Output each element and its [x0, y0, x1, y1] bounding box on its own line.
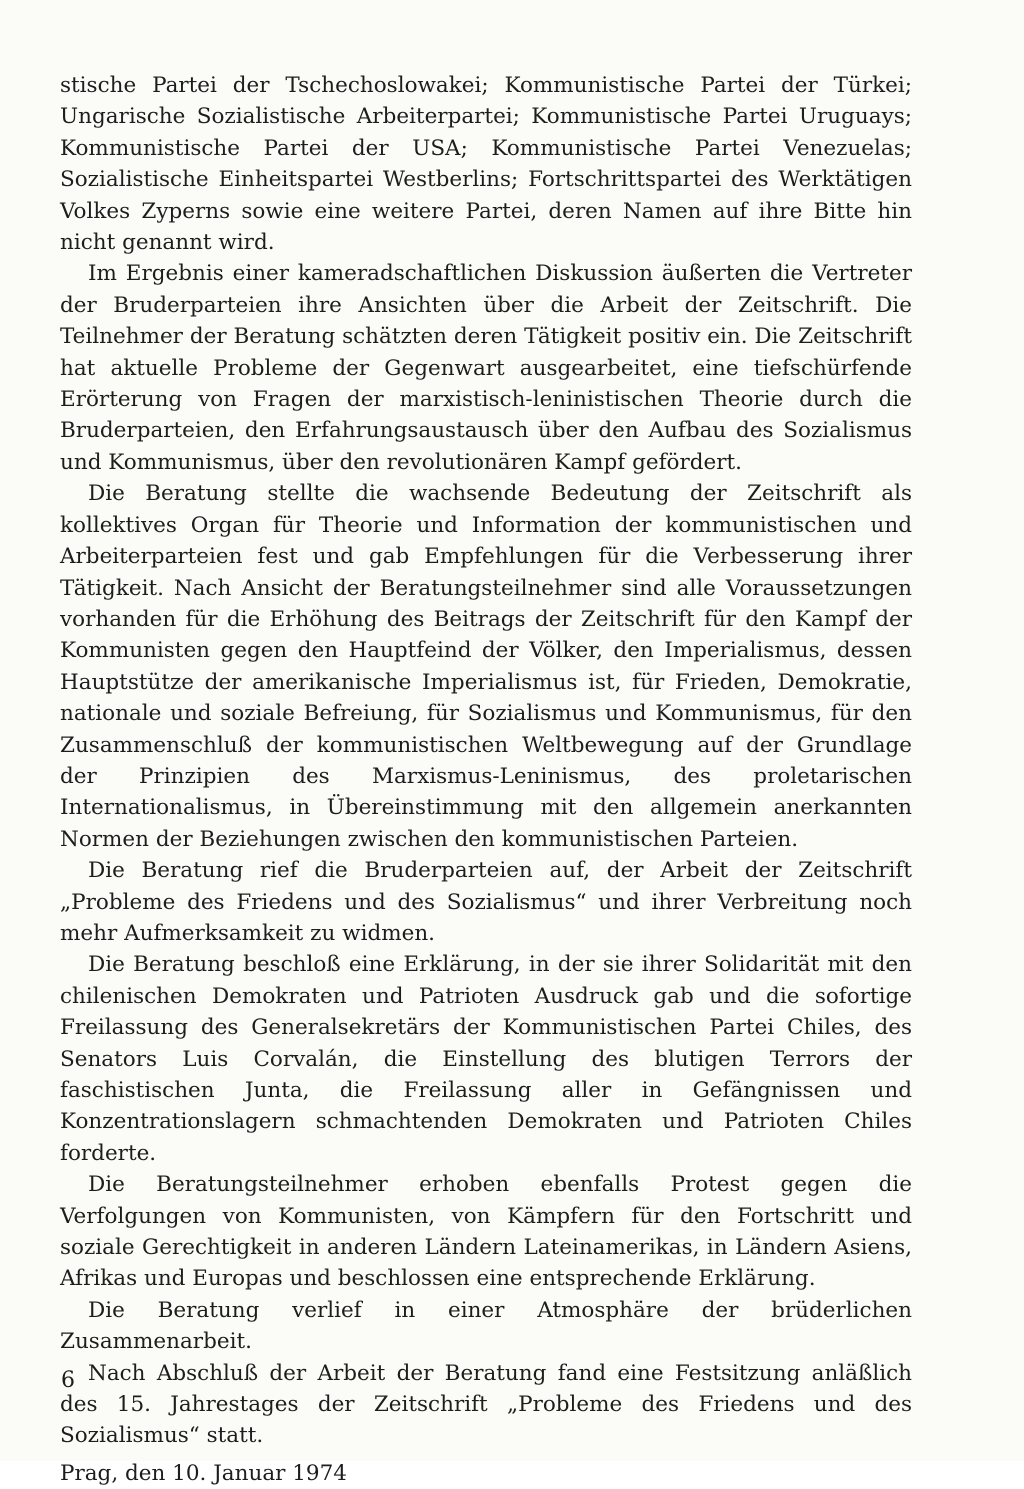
paragraph-party-list: stische Partei der Tschechoslowakei; Kommunistische Partei der Türkei; Ungarische Sozialistische Arbeiterpartei; Kommunistische Partei Uruguays; Kommunistische Partei der USA; Kommunistische Partei Venezuelas; Sozialistische Einheitspartei Westberlins; Fortschrittspartei des Werktätigen Volkes Zyperns sowie eine weitere Partei, deren Namen auf ihre Bitte hin nicht genannt wird. [60, 73, 912, 256]
body-text [60, 70, 912, 1489]
page-number: 6 [61, 1368, 75, 1393]
dateline: Prag, den 10. Januar 1974 [60, 1460, 347, 1486]
paragraph-festsitzung: Nach Abschluß der Arbeit der Beratung fand eine Festsitzung anläßlich des 15. Jahrestages der Zeitschrift „Probleme des Friedens und des Sozialismus“ statt. [60, 1360, 912, 1449]
paragraph-discussion: Im Ergebnis einer kameradschaftlichen Diskussion äußerten die Vertreter der Bruderparteien ihre Ansichten über die Arbeit der Zeitschrift. Die Teilnehmer der Beratung schätzten deren Tätigkeit positiv ein. Die Zeitschrift hat aktuelle Probleme der Gegenwart ausgearbeitet, eine tiefschürfende Erörterung von Fragen der marxistisch-leninistischen Theorie durch die Bruderparteien, den Erfahrungsaustausch über den Aufbau des Sozialismus und Kommunismus, über den revolutionären Kampf gefördert. [60, 261, 912, 475]
paragraph-protest: Die Beratungsteilnehmer erhoben ebenfalls Protest gegen die Verfolgungen von Kommunisten, von Kämpfern für den Fortschritt und soziale Gerechtigkeit in anderen Ländern Lateinamerikas, in Ländern Asiens, Afrikas und Europas und beschlossen eine entsprechende Erklärung. [60, 1172, 912, 1292]
paragraph-significance: Die Beratung stellte die wachsende Bedeutung der Zeitschrift als kollektives Organ für Theorie und Information der kommunistischen und Arbeiterparteien fest und gab Empfehlungen für die Verbesserung ihrer Tätigkeit. Nach Ansicht der Beratungsteilnehmer sind alle Voraussetzungen vorhanden für die Erhöhung des Beitrags der Zeitschrift für den Kampf der Kommunisten gegen den Hauptfeind der Völker, den Imperialismus, dessen Hauptstütze der amerikanische Imperialismus ist, für Frieden, Demokratie, nationale und soziale Befreiung, für Sozialismus und Kommunismus, für den Zusammenschluß der kommunistischen Weltbewegung auf der Grundlage der Prinzipien des Marxismus-Leninismus, des proletarischen Internationalismus, in Übereinstimmung mit den allgemein anerkannten Normen der Beziehungen zwischen den kommunistischen Parteien. [60, 481, 912, 852]
paragraph-atmosphere: Die Beratung verlief in einer Atmosphäre der brüderlichen Zusammenarbeit. [60, 1297, 912, 1355]
paragraph-appeal: Die Beratung rief die Bruderparteien auf, der Arbeit der Zeitschrift „Probleme des Friedens und des Sozialismus“ und ihrer Verbreitung noch mehr Aufmerksamkeit zu widmen. [60, 858, 912, 946]
paragraph-chile-declaration: Die Beratung beschloß eine Erklärung, in der sie ihrer Solidarität mit den chilenischen Demokraten und Patrioten Ausdruck gab und die sofortige Freilassung des Generalsekretärs der Kommunistischen Partei Chiles, des Senators Luis Corvalán, die Einstellung des blutigen Terrors der faschistischen Junta, die Freilassung aller in Gefängnissen und Konzentrationslagern schmachtenden Demokraten und Patrioten Chiles forderte. [60, 952, 912, 1166]
